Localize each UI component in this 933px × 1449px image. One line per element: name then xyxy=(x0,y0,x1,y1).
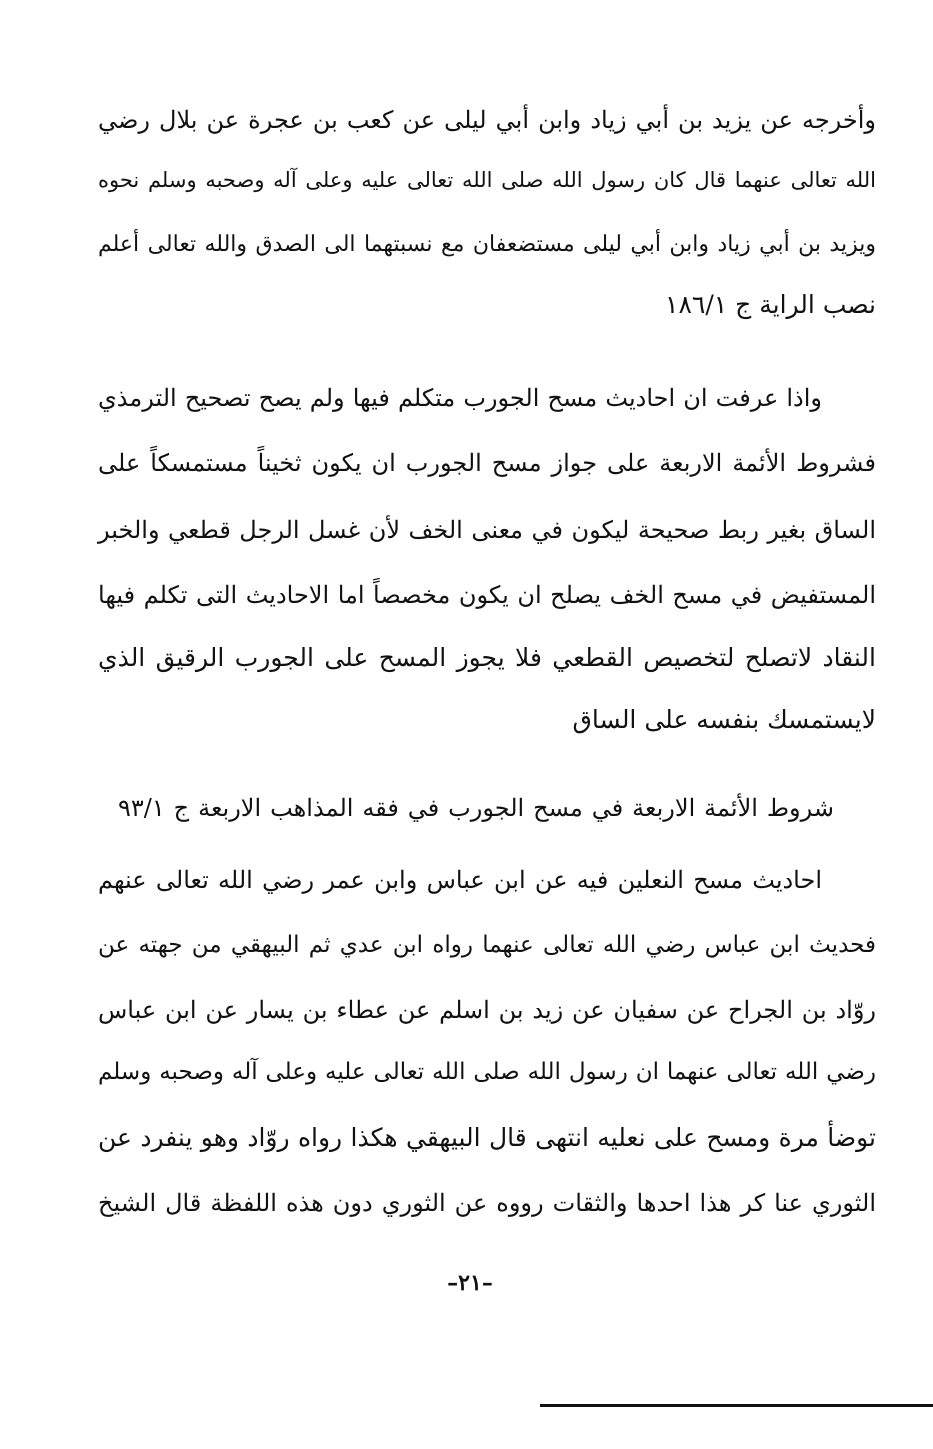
text-line: فشروط الأئمة الاربعة على جواز مسح الجورب ان يكون ثخيناً مستمسكاً على xyxy=(98,449,876,477)
text-line: توضأ مرة ومسح على نعليه انتهى قال البيهقي هكذا رواه روّاد وهو ينفرد عن xyxy=(98,1123,876,1152)
text-line: المستفيض في مسح الخف يصلح ان يكون مخصصاً اما الاحاديث التى تكلم فيها xyxy=(98,581,876,609)
page-number: –٢١– xyxy=(447,1270,493,1296)
text-line: النقاد لاتصلح لتخصيص القطعي فلا يجوز المسح على الجورب الرقيق الذي xyxy=(98,643,876,672)
text-line: لايستمسك بنفسه على الساق xyxy=(572,705,876,734)
text-line: واذا عرفت ان احاديث مسح الجورب متكلم فيها ولم يصح تصحيح الترمذي xyxy=(98,384,822,412)
text-line: روّاد بن الجراح عن سفيان عن زيد بن اسلم عن عطاء بن يسار عن ابن عباس xyxy=(98,996,876,1024)
bottom-rule xyxy=(540,1404,933,1407)
text-line: الثوري عنا كر هذا احدها والثقات رووه عن الثوري دون هذه اللفظة قال الشيخ xyxy=(98,1189,876,1217)
text-line: الله تعالى عنهما قال كان رسول الله صلى الله تعالى عليه وعلى آله وصحبه وسلم نحوه xyxy=(98,168,876,192)
section-heading: شروط الأئمة الاربعة في مسح الجورب في فقه المذاهب الاربعة ج ٩٣/١ xyxy=(118,794,834,822)
text-line: احاديث مسح النعلين فيه عن ابن عباس وابن عمر رضي الله تعالى عنهم xyxy=(98,866,822,894)
text-line: ويزيد بن أبي زياد وابن أبي ليلى مستضعفان مع نسبتهما الى الصدق والله تعالى أعلم xyxy=(98,232,876,257)
citation-line: نصب الراية ج ١٨٦/١ xyxy=(665,290,876,319)
text-line: رضي الله تعالى عنهما ان رسول الله صلى الله تعالى عليه وعلى آله وصحبه وسلم xyxy=(98,1059,876,1085)
text-line: وأخرجه عن يزيد بن أبي زياد وابن أبي ليلى عن كعب بن عجرة عن بلال رضي xyxy=(98,106,876,134)
text-line: الساق بغير ربط صحيحة ليكون في معنى الخف لأن غسل الرجل قطعي والخبر xyxy=(98,516,876,544)
text-line: فحديث ابن عباس رضي الله تعالى عنهما رواه ابن عدي ثم البيهقي من جهته عن xyxy=(98,932,876,958)
